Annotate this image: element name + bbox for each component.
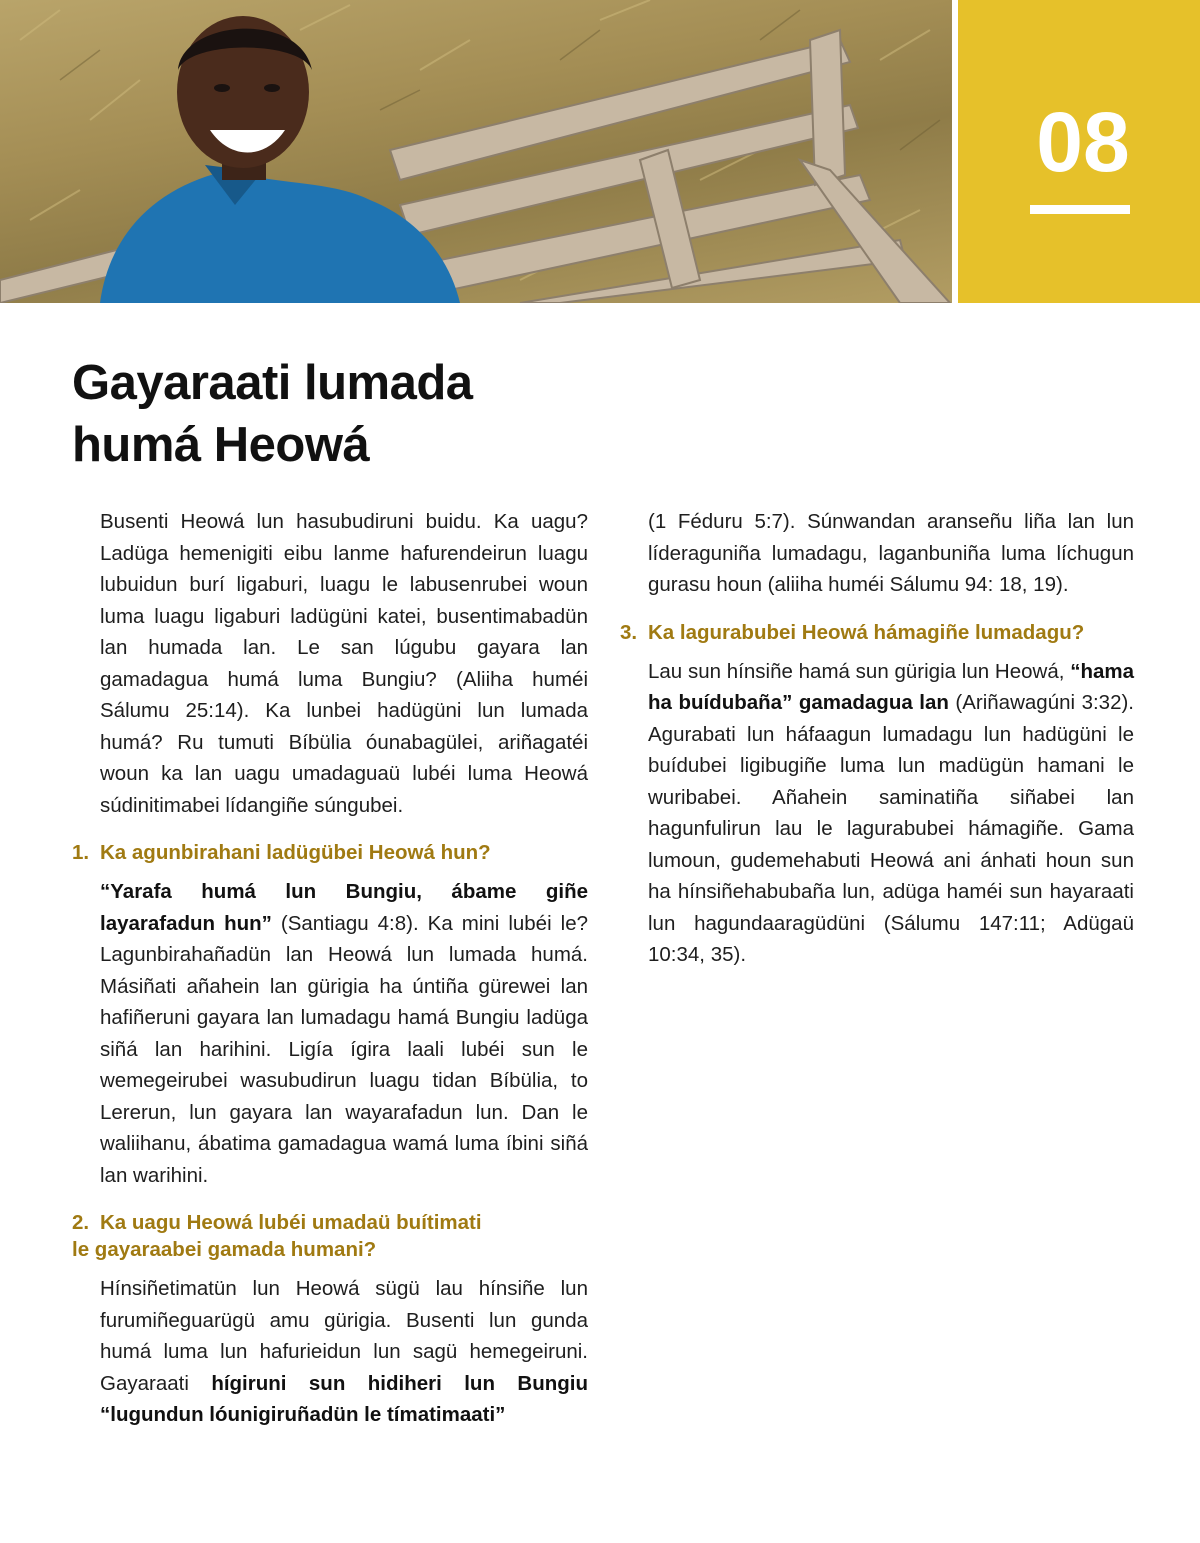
chapter-number: 08 (1036, 95, 1130, 189)
question-1-answer (100, 876, 588, 1191)
question-3-text: Ka lagurabubei Heowá hámagiñe lumadagu? (648, 620, 1085, 644)
question-2-line-1: Ka uagu Heowá lubéi umadaü buítimati (100, 1211, 482, 1234)
question-1-body: (Santiagu 4:8). Ka mini lubéi le? Lagunbirahañadün lan Heowá lun lumada humá. Másiñati añahein lan gürigia ha úntiña gürewei lan hafiñeruni gayara lan lumadagu hamá Bungiu ladüga siñá lan harihini. Ligía ígira laali lubéi sun le wemegeirubei wasubudirun luagu tidan Bíbülia, to Lererun, lun gayara lan wayarafadun lun. Dan le waliihanu, ábatima gamadagua wamá luma íbini siñá lan warihini. (100, 911, 588, 1187)
question-2-quote: hígiruni sun hidiheri lun Bungiu “lugundun lóunigiruñadün le tímatimaati” (100, 1371, 588, 1426)
question-3-body-1: Lau sun hínsiñe hamá sun gürigia lun Heowá, (648, 659, 1071, 683)
title-line-2: humá Heowá (72, 418, 370, 472)
right-column (620, 506, 1134, 985)
question-3-heading (620, 619, 1134, 646)
hero-illustration (0, 0, 952, 303)
chapter-badge (958, 0, 1200, 303)
question-2-answer-continued: (1 Féduru 5:7). Súnwandan aranseñu liña lan lun líderaguniña lumadagu, laganbuniña luma líchugun gurasu houn (aliiha huméi Sálumu 94: 18, 19). (648, 510, 1134, 596)
question-3-quote: “hama ha buídubaña” gamadagua lan (648, 659, 1134, 714)
chapter-underline (1030, 205, 1130, 214)
question-1-heading (72, 839, 588, 866)
page-title (72, 352, 632, 476)
question-2-answer (100, 1273, 588, 1431)
intro-paragraph: Busenti Heowá lun hasubudiruni buidu. Ka uagu? Ladüga hemenigiti eibu lanme hafurendeirun luagu lubuidun burí ligaburi, luagu le labusenrubei woun luma luagu ligaburi ladügüni katei, busentimabadün lan humada lan. Le san lúgubu gayara lan gamadagua humá luma Bungiu? (Aliiha huméi Sálumu 25:14). Ka lunbei hadügüni lun lumada humá? Ru tumuti Bíbülia óunabagülei, ariñagatéi woun ka lan uagu umadaguaü lubéi luma Heowá súdinitimabei lídangiñe súngubei. (100, 510, 588, 817)
question-2-number: 2. (72, 1211, 90, 1234)
title-line-1: Gayaraati lumada (72, 356, 473, 410)
hero-photo (0, 0, 952, 303)
question-3-body-2: (Ariñawagúni 3:32). Agurabati lun háfaagun lumadagu lun hadügüni le buídubei ligibugiñe luma lun madügün hamani le wuribabei. Añahein saminatiña siñabei lan hagunfulirun lau le lagurabubei hámagiñe. Gama lumoun, gudemehabuti Heowá ani ánhati houn sun ha hínsiñehabubaña lun, adüga haméi sun hayaraati lun hagundaaragüdüni (Sálumu 147:11; Adügaü 10:34, 35). (648, 691, 1134, 966)
left-column (72, 506, 588, 1445)
question-2-heading (72, 1209, 588, 1263)
question-1-text: Ka agunbirahani ladügübei Heowá hun? (100, 841, 491, 864)
question-2-body-1: Hínsiñetimatün lun Heowá sügü lau hínsiñe lun furumiñeguarügü amu gürigia. Busenti lun gunda humá luma lun hafurieidun lun sagü hemegeiruni. Gayaraati (100, 1277, 588, 1395)
question-1-number: 1. (72, 841, 90, 864)
question-1-quote: “Yarafa humá lun Bungiu, ábame giñe layarafadun hun” (100, 880, 588, 935)
question-3-number: 3. (620, 620, 638, 644)
question-3-answer (648, 656, 1134, 971)
question-2-line-2: le gayaraabei gamada humani? (72, 1238, 377, 1261)
